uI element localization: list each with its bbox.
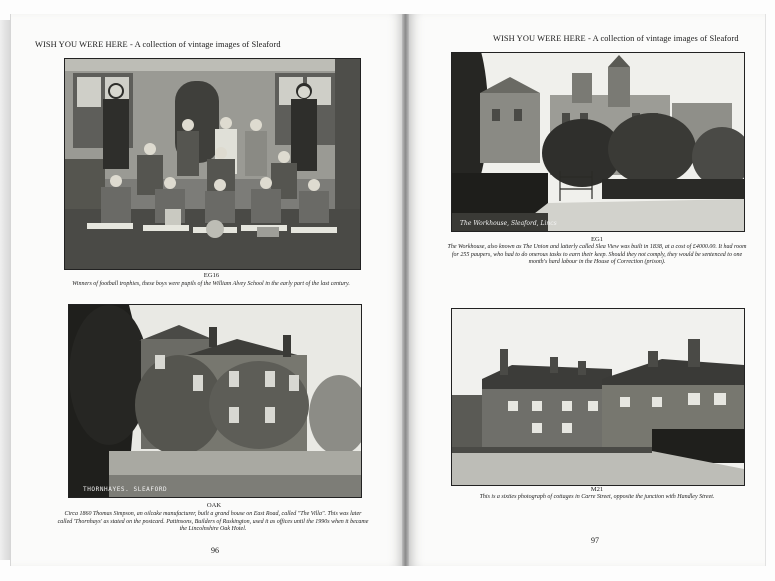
thornhayes-overprint: THORNHAYES. SLEAFORD [83,486,168,493]
photo-code-m21: M21 [590,486,604,493]
caption-oak: Circa 1860 Thomas Simpson, an oilcake manufacturer, built a grand house on East Road, called "The Villa". This was later called 'Thornhays' as stated on the postcard. Pattinsons, Builders of Ruskington, used it as offices until the 1990s when it became the Lincolnshire Oak Hotel. [57,511,369,533]
caption-eg16: Winners of football trophies, these boys were pupils of the William Alvey School in the early part of the last century. [72,281,350,287]
left-running-head: WISH YOU WERE HERE - A collection of vintage images of Sleaford [35,40,281,49]
workhouse-overprint: The Workhouse, Sleaford, Lincs [460,220,557,227]
page-edge [0,20,10,560]
page-number-right: 97 [591,536,599,545]
carre-street-photo [451,308,745,486]
page-number-left: 96 [211,546,219,555]
right-page [409,14,766,566]
photo-code-eg1: EG1 [590,236,604,243]
workhouse-photo [451,52,745,232]
photo-code-eg16: EG16 [203,272,220,279]
caption-eg1: The Workhouse, also known as The Union and latterly called Slea View was built in 1838, at a cost of £4000.00. It had room for 255 paupers, who had to do onerous tasks to earn their keep. Should they not comply, they would be sentenced to one month's hard labour in the House of Correction (prison). [447,244,747,266]
photo-code-oak: OAK [206,502,222,509]
right-running-head: WISH YOU WERE HERE - A collection of vintage images of Sleaford [493,34,739,43]
thornhayes-house-photo [68,304,362,498]
book-gutter [402,14,409,566]
left-page [10,14,403,566]
caption-m21: This is a sixties photograph of cottages in Carre Street, opposite the junction with Handley Street. [479,494,715,500]
football-team-photo [64,58,361,270]
